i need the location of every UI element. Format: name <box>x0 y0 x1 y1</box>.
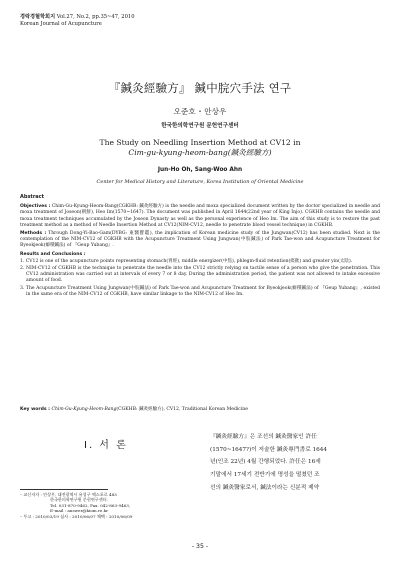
article-title-en-line1: The Study on Needling Insertion Method at CV12 in <box>99 138 301 147</box>
methods-text: Through Dong-Yi-Bao-Gam(DYBG: 東醫寶鑑), the implication of Korean medicine study of the Jungwan(CV12) has been studied. Next is the contemplation of the NIM-CV12 of CGKHB with the Acupuncture Treatment Using Jungwan(中脘鍼法) of Park Tae-won and Acupuncture Treatment for Byeokjeok(癖積鍼法) of 『Geup Yubang』. <box>20 231 380 249</box>
body-line: 년(인조 22년) 4월 간행되었다. 許任은 16세 <box>210 459 321 466</box>
authors-en: Jun-Ho Oh, Sang-Woo Ahn <box>157 167 243 173</box>
results-list <box>20 259 380 298</box>
article-title-en-line2: Cim-gu-kyung-heom-bang(鍼灸經驗方) <box>128 148 272 157</box>
body-line: 선의 鍼灸醫家로서, 鍼法이라는 신분적 제약 <box>210 484 320 491</box>
journal-header <box>20 14 135 28</box>
methods-label: Methods : <box>20 231 47 237</box>
footnote-line: ･ 투고 : 2010/03/19 심사 : 2010/06/07 채택 : 2010/06/09 <box>20 513 133 519</box>
body-line: (1570~1647?)이 저술한 鍼灸專門書로 1644 <box>210 446 328 453</box>
objectives-label: Objectives : <box>20 204 51 210</box>
affiliation-ko: 한국한의학연구원 문헌연구센터 <box>161 123 239 129</box>
correspondence-footnote <box>20 492 200 519</box>
footnote-line: 한국한의학연구원 문헌연구센터. <box>50 497 108 503</box>
article-title-ko: 『鍼灸經驗方』 鍼中脘穴手法 연구 <box>108 81 292 95</box>
section-heading-introduction: Ⅰ. 서 론 <box>84 440 128 451</box>
results-item-2: 2. NIM-CV12 of CGKHB is the technique to penetrate the needle into the CV12 strictly relying on tactile sense of a person who give the penetration. This CV12 administration was carried out at intervals of every 7 or 8 day. During the administration period, the patient was not allowed to intake excessive amount of food. <box>20 266 380 284</box>
page-number: - 35 - <box>191 543 209 550</box>
abstract-methods <box>20 231 380 250</box>
keywords-label: Key words : <box>20 407 51 412</box>
keywords-rest: (CGKHB: 鍼灸經驗方), CV12, Traditional Korean Medicine <box>116 407 248 412</box>
results-item-1: 1. CV12 is one of the acupuncture points representing stomach(胃經), middle energizer(中焦), phlegm-fluid retention(痰飮) and greater yin(太陰). <box>20 258 353 264</box>
body-text-column <box>210 431 378 495</box>
keywords <box>20 406 380 412</box>
footnote-divider <box>20 489 108 490</box>
objectives-text: Chim-Gu-Kyung-Heom-Bang(CGKHB: 鍼灸經驗方) is the needle and moxa specialized document written by the doctor specialized in needle and moxa treatment of Joseon(朝鮮), Heo Im(1570~1647). The document was published in April 1644(22nd year of King Injo). CGKHB contains the needle and moxa treatment techniques accumulated by the Joseon Dynasty as well as the personal experience of Heo Im. The aim of this study is to restore the past treatment method as a method of Needle Insertion Method at CV12(NIM-CV12, needle to penetrate blood vessel technique) in CGKHB. <box>20 204 380 228</box>
abstract-heading: Abstract <box>20 194 45 200</box>
footnote-line: E-mail : answer@kiom.re.kr <box>50 508 109 514</box>
body-line: 『鍼灸經驗方』은 조선의 鍼灸醫家인 許任 <box>210 434 317 440</box>
journal-name-en: Korean Journal of Acupuncture <box>20 21 102 27</box>
article-title-en <box>0 138 400 158</box>
journal-volume-info: Vol.27, No.2, pp.35~47, 2010 <box>56 14 135 20</box>
results-item-3: 3. The Acupuncture Treatment Using Jungwan(中脘鍼法) of Park Tae-won and Acupuncture Treatment for Byeokjeok(癖積鍼法) of 『Geup Yubang』, existed in the same era of the NIM-CV12 of CGKHB, have similar linkage to the NIM-CV12 of Heo Im. <box>20 285 380 297</box>
authors-ko: 오준호 ･ 안상우 <box>173 107 227 116</box>
journal-name-ko: 경락경혈학회지 <box>20 14 56 20</box>
footnote-line: Tel. 031-870-9462, Fax. 042-863-9463, <box>50 502 131 508</box>
body-line: 기말에서 17세기 전반기에 명성을 떨쳤던 조 <box>210 472 320 479</box>
footnote-line: ･ 교신저자 : 안상우, 대전광역시 유성구 엑스포로 483 <box>20 492 117 497</box>
keywords-emphasis: Chim-Gu-Kyung-Heom-Bang <box>51 407 117 412</box>
abstract-objectives <box>20 204 380 229</box>
abstract-section <box>20 194 380 299</box>
affiliation-en: Center for Medical History and Literature, Korea Institution of Oriental Medicine <box>96 179 304 185</box>
results-heading: Results and Conclusions : <box>20 251 86 257</box>
